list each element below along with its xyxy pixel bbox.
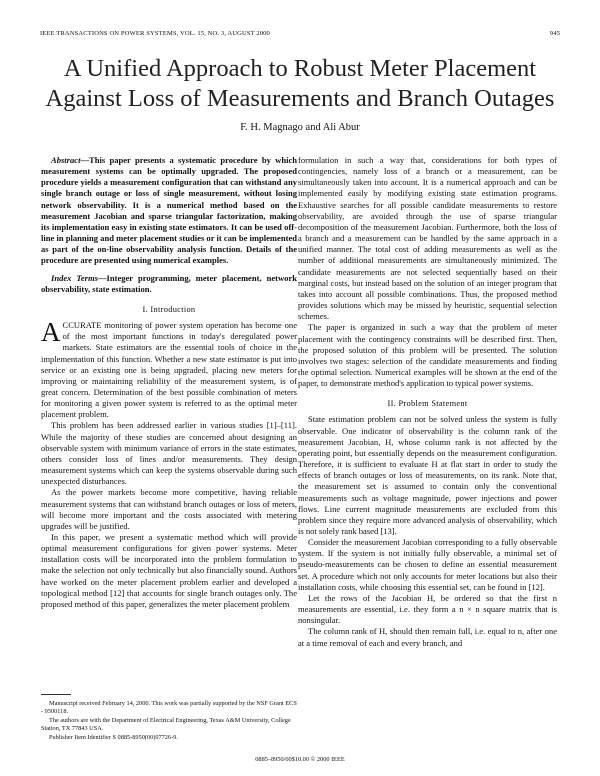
title-line-2: Against Loss of Measurements and Branch Outages: [45, 85, 555, 112]
abstract-text: This paper presents a systematic procedure by which measurement systems can be optimally upgraded. The proposed procedure yields a measurement configuration that can withstand any single branch outage or loss of single measurement, without losing network observability. It is a numerical method based on the measurement Jacobian and sparse triangular factorization, making its implementation easy in existing state estimators. It can be used off-line in planning and meter placement studies or it can be implemented as part of the on-line observability analysis function. Details of the procedure are presented using numerical examples.: [41, 155, 297, 266]
right-paragraph-4: Consider the measurement Jacobian corresponding to a fully observable system. If the system is not initially fully observable, a minimal set of pseudo-measurements can be chosen to define an essential measurement set. A procedure which not only accounts for meter locations but also their installation costs, while choosing this essential set, can be found in [12].: [298, 537, 557, 592]
abstract-label: Abstract—: [51, 155, 89, 165]
copyright-footer: 0885–8950/00$10.00 © 2000 IEEE: [255, 756, 345, 763]
right-paragraph-3: State estimation problem can not be solved unless the system is fully observable. One indicator of observability is the column rank of the measurement Jacobian, H, whose column rank is not affected by the operating point, but essentially depends on the measurement configuration. Therefore, it is sufficient to evaluate H at flat start in order to study the effects of branch outages or loss of measurements, on its rank. Note that, the measurement set is assumed to contain only the conventional measurements such as voltage magnitude, power injections and power flows. Line current magnitude measurements are excluded from this problem since they require more advanced analysis of observability, which is not solely rank based [13].: [298, 414, 557, 536]
intro-paragraph-4: In this paper, we present a systematic method which will provide optimal measurement configurations for given power systems. Meter installation costs will be incorporated into the problem formulation to make the selection not only technically but also financially sound. Authors have worked on the meter placement problem earlier and developed a topological method [12] that accounts for single branch outages only. The proposed method of this paper, generalizes the meter placement problem: [41, 532, 297, 609]
section-heading-introduction: I. Introduction: [142, 304, 196, 314]
right-paragraph-1: formulation in such a way that, considerations for both types of contingencies, namely loss of a branch or a measurement, can be simultaneously taken into account. It is a numerical approach and can be implemented easily by modifying existing state estimation programs. Exhaustive searches for all possible candidate measurements to restore observability, are avoided through the use of sparse triangular decomposition of the measurement Jacobian. Furthermore, both the loss of a branch and a measurement can be handled by the same approach in a unified manner. The total cost of adding measurements as well as the number of additional measurements are simultaneously minimized. The candidate measurements are not selected sequentially based on their marginal costs, but instead based on the solution of an integer program that takes into account all possible combinations. Thus, the proposed method provides solutions which may be missed by heuristic, sequential selection schemes.: [298, 155, 557, 322]
right-paragraph-5: Let the rows of the Jacobian H, be ordered so that the first n measurements are essential, i.e. they form a n × n square matrix that is nonsingular.: [298, 592, 557, 626]
intro-paragraph-2: This problem has been addressed earlier in various studies [1]–[11]. While the majority of these studies are concerned about designing an observable system with minimum variance of errors in the state estimates, others consider loss of lines and/or measurements. They design measurement systems which can keep the systems observable during such unexpected disturbances.: [41, 420, 297, 487]
journal-name: IEEE TRANSACTIONS ON POWER SYSTEMS, VOL. 15, NO. 3, AUGUST 2000: [40, 30, 270, 37]
abstract: [41, 155, 297, 267]
section-heading-problem-statement: II. Problem Statement: [387, 399, 468, 409]
left-column: [41, 155, 297, 610]
drop-cap: A: [41, 317, 61, 348]
footnotes: [41, 700, 297, 742]
index-terms-text: Integer programming, meter placement, network observability, state estimation.: [41, 272, 297, 294]
right-column: [298, 155, 557, 649]
footnote-manuscript: Manuscript received February 14, 2000. This work was partially supported by the NSF Grant ECS - 9500118.: [41, 700, 297, 716]
footnote-affiliation: The authors are with the Department of Electrical Engineering, Texas A&M University, College Station, TX 77843 USA.: [41, 716, 291, 733]
index-terms: [41, 273, 297, 295]
running-header: [40, 30, 560, 42]
page-number: 945: [549, 30, 560, 37]
paper-title: [20, 54, 580, 114]
title-line-1: A Unified Approach to Robust Meter Placement: [63, 55, 537, 82]
authors: F. H. Magnago and Ali Abur: [240, 122, 360, 133]
right-paragraph-6: The column rank of H, should then remain full, i.e. equal to n, after one at a time removal of each and every branch, and: [298, 626, 557, 648]
intro-paragraph-3: As the power markets become more competitive, having reliable measurement systems that can withstand branch outages or loss of meters, will become more important and the costs associated with metering upgrades will be justified.: [41, 487, 297, 531]
index-terms-label: Index Terms—: [51, 272, 107, 283]
footnote-publisher-id: Publisher Item Identifier S 0885-8950(00)07726-9.: [49, 733, 178, 741]
footnote-rule: [41, 694, 71, 695]
intro-paragraph-1: ACCURATE monitoring of power system operation has become one of the most important functions in today's deregulated power markets. State estimators are the essential tools of choice in the implementation of this function. Whether a new state estimator is put into service or an existing one is being upgraded, placing new meters for improving or maintaining reliability of the measurement system, is of great concern. Determination of the best possible combination of meters for monitoring a given power system is referred to as the optimal meter placement problem.: [41, 317, 297, 420]
right-paragraph-2: The paper is organized in such a way that the problem of meter placement with the contingency constraints will be described first. Then, the proposed solution of this problem will be presented. The solution involves two stages: selection of the candidate measurements and finding the optimal selection. Numerical examples will be shown at the end of the paper, to demonstrate method's application to typical power systems.: [298, 322, 557, 389]
